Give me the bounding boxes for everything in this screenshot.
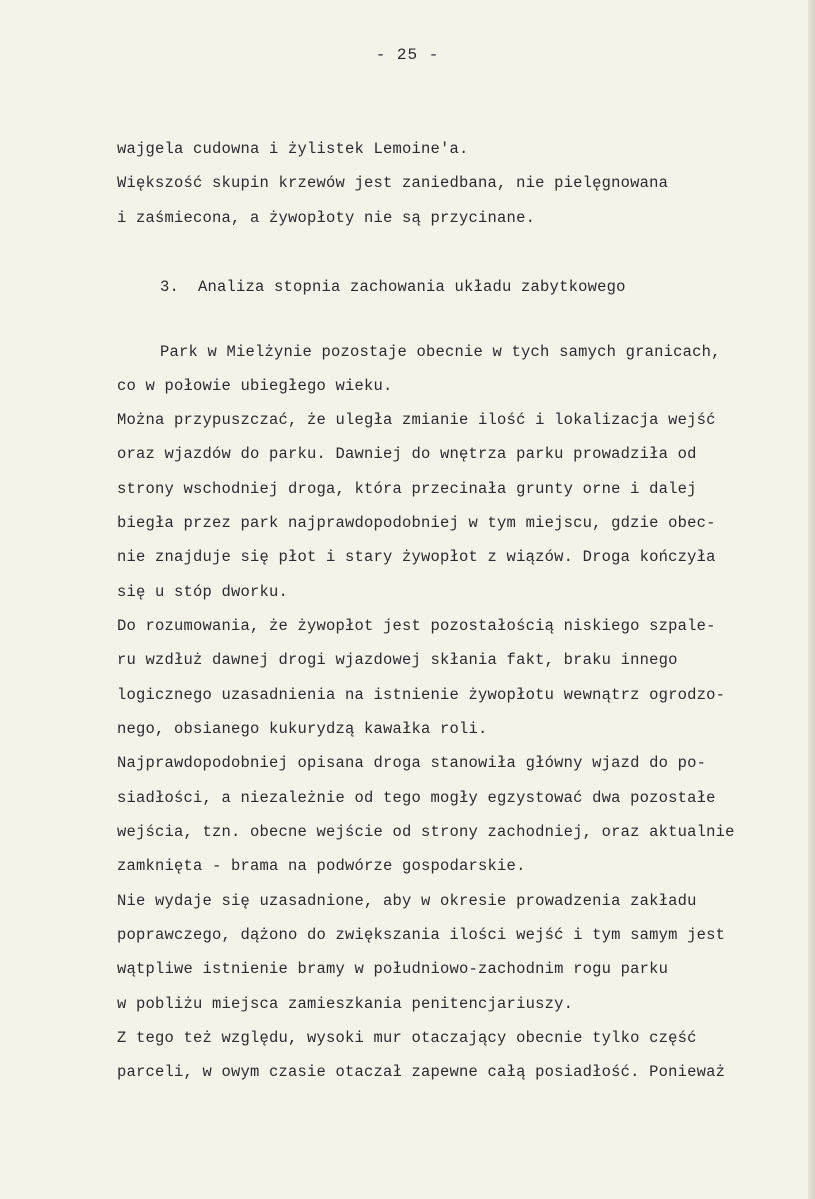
text-line: Park w Mielżynie pozostaje obecnie w tych samych granicach, xyxy=(160,343,721,361)
text-line: Do rozumowania, że żywopłot jest pozostałością niskiego szpale- xyxy=(117,617,716,635)
text-line: w pobliżu miejsca zamieszkania penitencjariuszy. xyxy=(117,995,574,1013)
text-line: zamknięta - brama na podwórze gospodarskie. xyxy=(117,857,526,875)
text-line: się u stóp dworku. xyxy=(117,583,289,601)
page-number: - 25 - xyxy=(375,46,440,64)
text-line: Większość skupin krzewów jest zaniedbana, nie pielęgnowana xyxy=(117,174,669,192)
text-line: nego, obsianego kukurydzą kawałka roli. xyxy=(117,720,488,738)
text-line: biegła przez park najprawdopodobniej w tym miejscu, gdzie obec- xyxy=(117,514,716,532)
text-line: Nie wydaje się uzasadnione, aby w okresie prowadzenia zakładu xyxy=(117,892,697,910)
text-line: i zaśmiecona, a żywopłoty nie są przycinane. xyxy=(117,209,536,227)
section-heading: 3. Analiza stopnia zachowania układu zabytkowego xyxy=(160,278,626,296)
text-line: Najprawdopodobniej opisana droga stanowiła główny wjazd do po- xyxy=(117,754,707,772)
text-line: wejścia, tzn. obecne wejście od strony zachodniej, oraz aktualnie xyxy=(117,823,735,841)
text-line: co w połowie ubiegłego wieku. xyxy=(117,377,393,395)
text-line: parceli, w owym czasie otaczał zapewne całą posiadłość. Ponieważ xyxy=(117,1063,726,1081)
text-line: oraz wjazdów do parku. Dawniej do wnętrza parku prowadziła od xyxy=(117,445,697,463)
text-line: logicznego uzasadnienia na istnienie żywopłotu wewnątrz ogrodzo- xyxy=(117,686,726,704)
text-line: wątpliwe istnienie bramy w południowo-zachodnim rogu parku xyxy=(117,960,669,978)
page-edge-shadow xyxy=(808,0,815,1199)
text-line: poprawczego, dążono do zwiększania ilości wejść i tym samym jest xyxy=(117,926,726,944)
text-line: wajgela cudowna i żylistek Lemoine'a. xyxy=(117,140,469,158)
text-line: siadłości, a niezależnie od tego mogły egzystować dwa pozostałe xyxy=(117,789,716,807)
text-line: nie znajduje się płot i stary żywopłot z wiązów. Droga kończyła xyxy=(117,548,716,566)
text-line: ru wzdłuż dawnej drogi wjazdowej skłania fakt, braku innego xyxy=(117,651,678,669)
text-line: Z tego też względu, wysoki mur otaczający obecnie tylko część xyxy=(117,1029,697,1047)
text-line: Można przypuszczać, że uległa zmianie ilość i lokalizacja wejść xyxy=(117,411,716,429)
text-line: strony wschodniej droga, która przecinała grunty orne i dalej xyxy=(117,480,697,498)
